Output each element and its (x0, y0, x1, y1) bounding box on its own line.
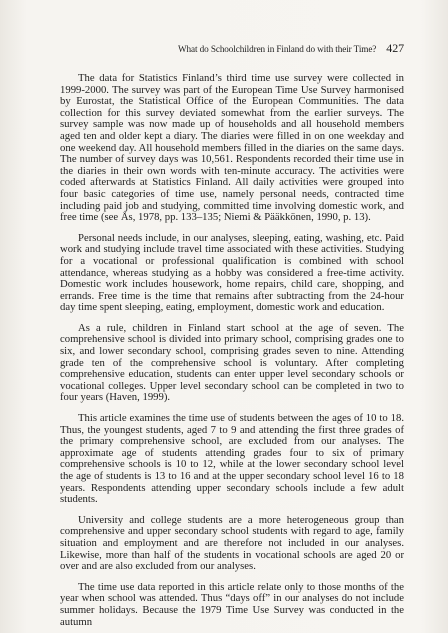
paragraph: This article examines the time use of students between the ages of 10 to 18. Thus, the youngest students, aged 7 to 9 and attending the first three grades of the primary comprehensive school, are excluded from our analyses. The approximate age of students attending grades four to six of primary comprehensive schools is 10 to 12, while at the lower secondary school level the age of students is 13 to 16 and at the upper secondary school level 16 to 18 years. Respondents attending upper secondary schools include a few adult students. (60, 412, 404, 506)
paragraph: The data for Statistics Finland’s third time use survey were collected in 1999-2000. The survey was part of the European Time Use Survey harmonised by Eurostat, the Statistical Office of the European Communities. The data collection for this survey deviated somewhat from the earlier surveys. The survey sample was now made up of households and all household members aged ten and older kept a diary. The diaries were filled in on one weekday and one weekend day. All household members filled in the diaries on the same days. The number of survey days was 10,561. Respondents recorded their time use in the diaries in their own words with ten-minute accuracy. The activities were coded afterwards at Statistics Finland. All daily activities were grouped into four basic categories of time use, namely personal needs, contracted time including paid job and studying, committed time involving domestic work, and free time (see Ås, 1978, pp. 133–135; Niemi & Pääkkönen, 1990, p. 13). (60, 72, 404, 224)
paragraph: As a rule, children in Finland start school at the age of seven. The comprehensive school is divided into primary school, comprising grades one to six, and lower secondary school, comprising grades seven to nine. Attending grade ten of the comprehensive school is voluntary. After completing comprehensive education, students can enter upper level secondary schools or vocational colleges. Upper level secondary school can be completed in two to four years (Haven, 1999). (60, 321, 404, 404)
running-head-title: What do Schoolchildren in Finland do with their Time? (177, 44, 377, 54)
page-number: 427 (386, 41, 404, 55)
paragraph: University and college students are a more heterogeneous group than comprehensive and upper secondary school students with regard to age, family situation and employment and are therefore not included in our analyses. Likewise, more than half of the students in vocational schools are aged 20 or over and are also excluded from our analyses. (60, 513, 404, 573)
paragraph: Personal needs include, in our analyses, sleeping, eating, washing, etc. Paid work and studying include travel time associated with these activities. Studying for a vocational or professional qualification is combined with school attendance, whereas studying as a hobby was considered a free-time activity. Domestic work includes housework, home repairs, child care, shopping, and errands. Free time is the time that remains after subtracting from the 24-hour day time spent sleeping, eating, employment, domestic work and education. (60, 231, 404, 314)
running-head (60, 41, 404, 57)
body-text (60, 73, 404, 628)
paragraph: The time use data reported in this article relate only to those months of the year when school was attended. Thus “days off” in our analyses do not include summer holidays. Because the 1979 Time Use Survey was conducted in the autumn (60, 580, 404, 628)
